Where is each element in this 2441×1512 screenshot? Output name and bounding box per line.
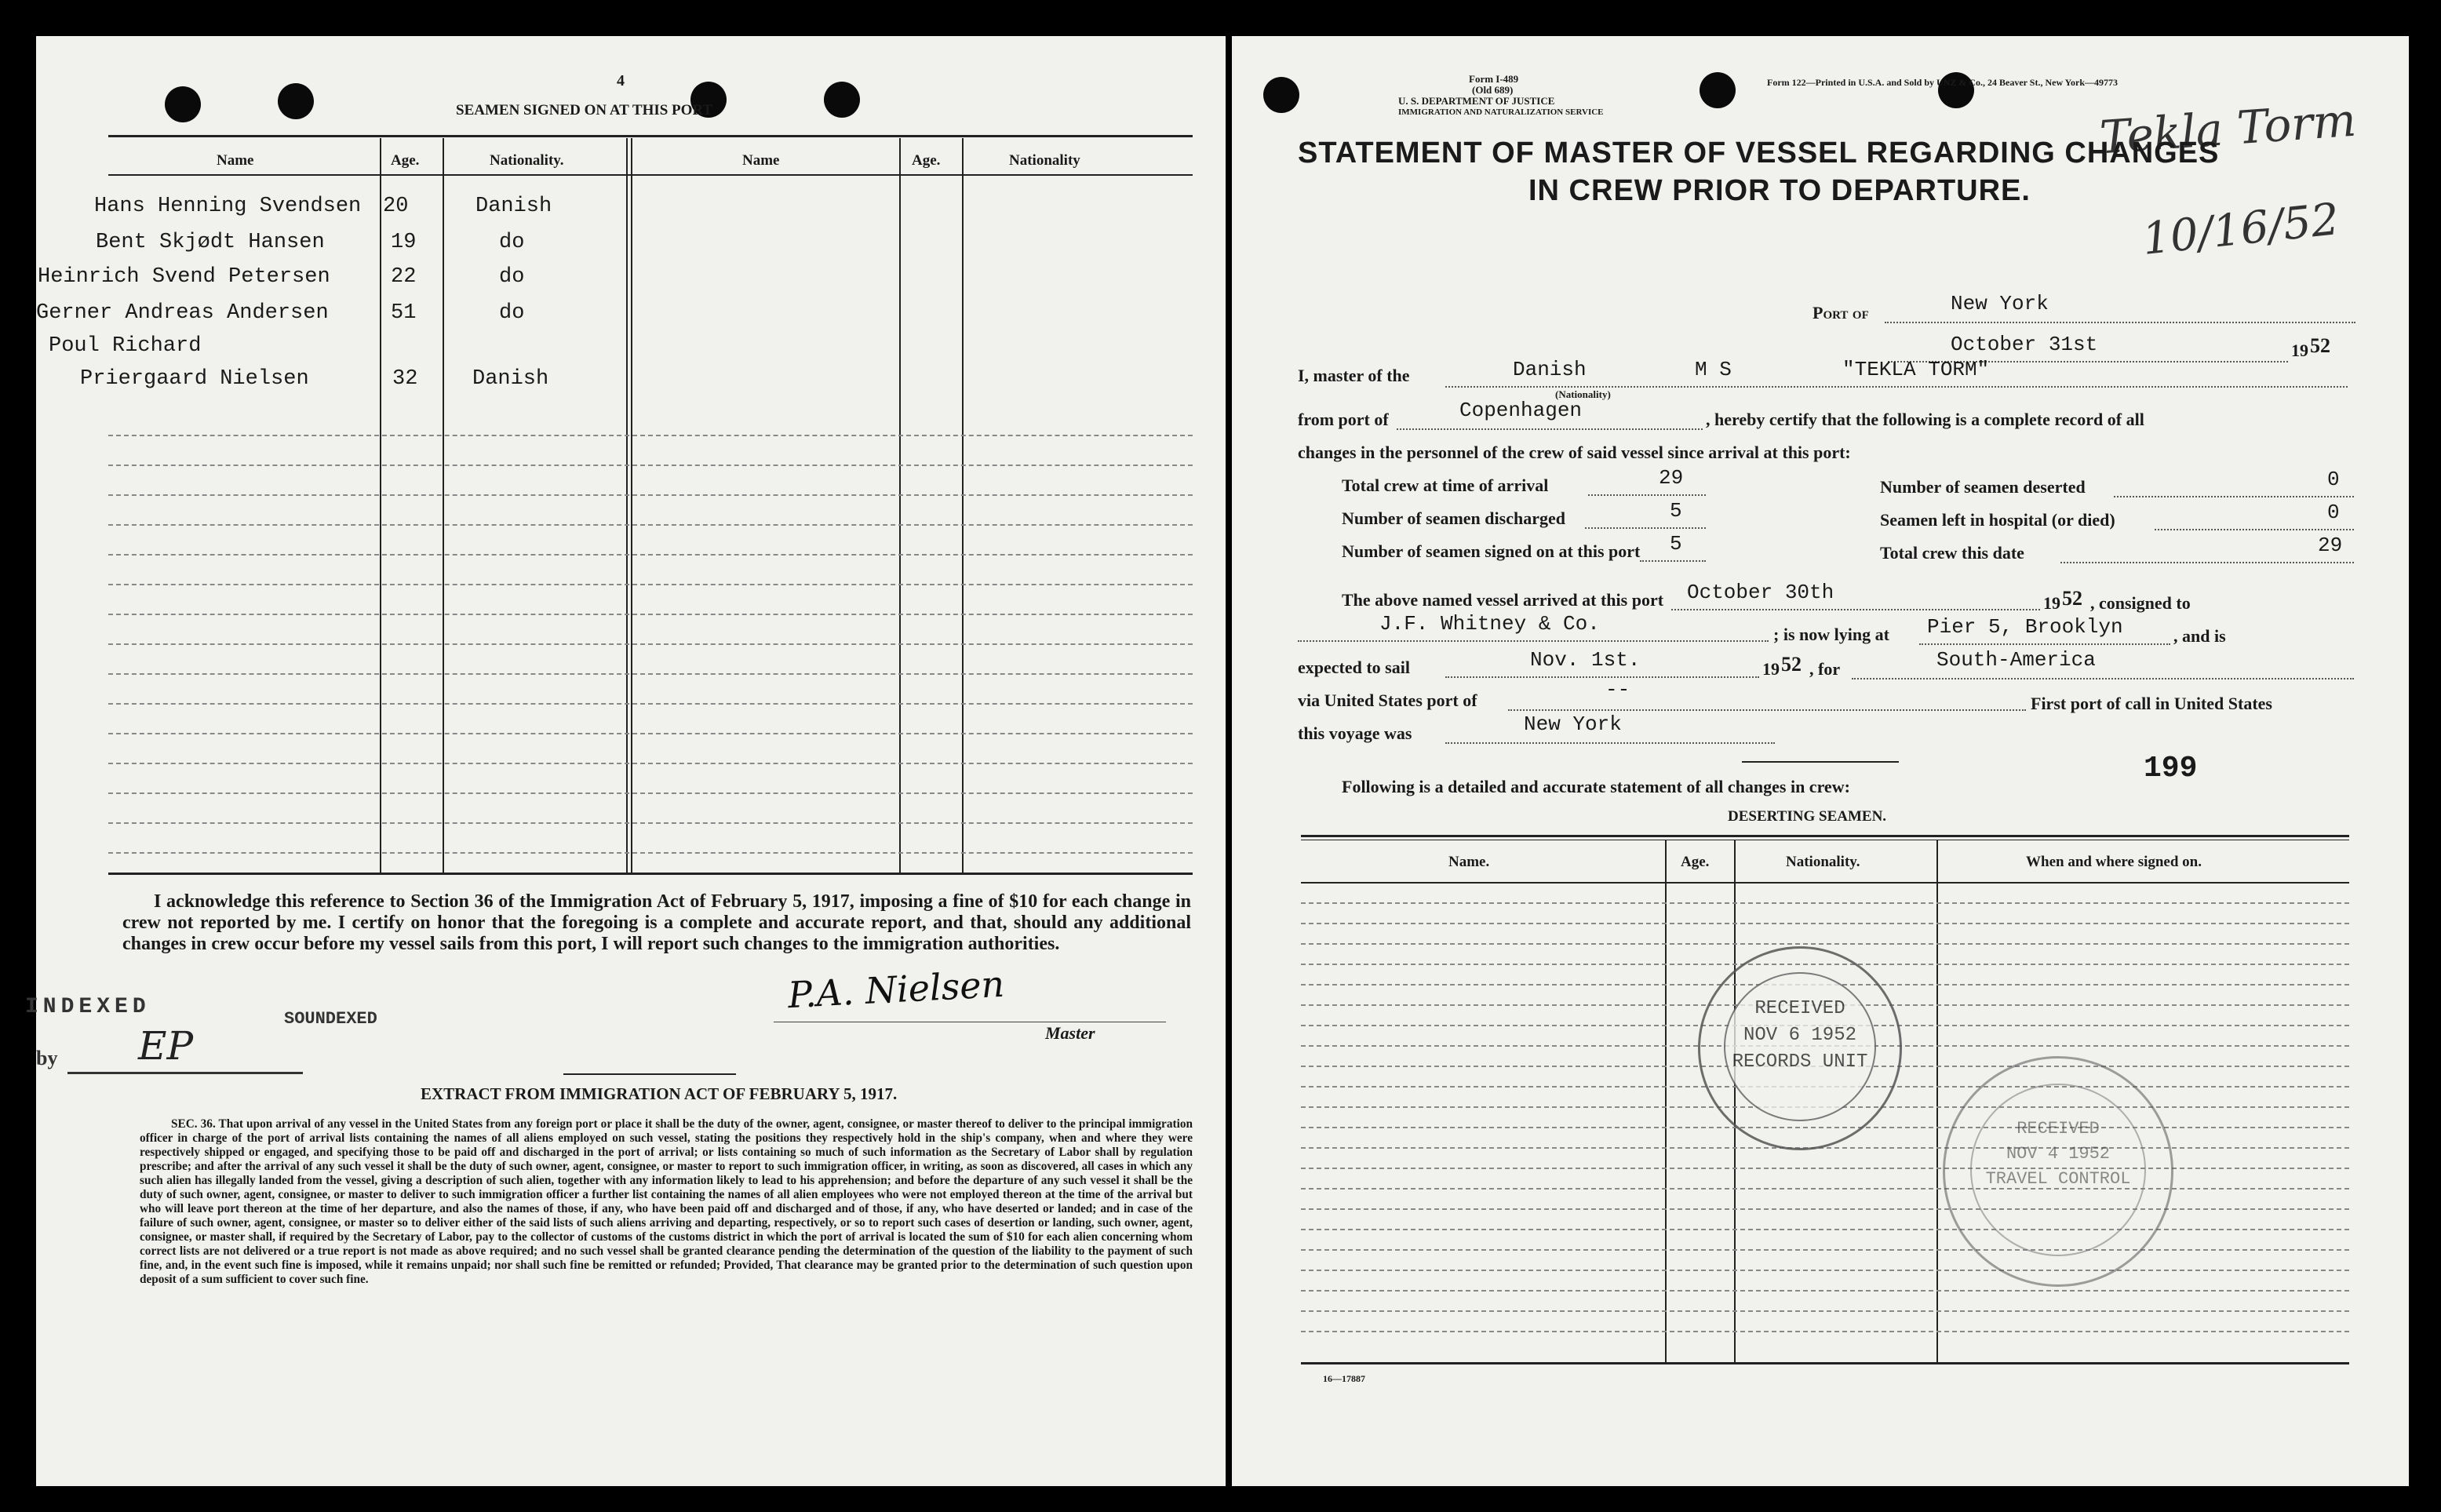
punch-hole [165, 86, 201, 122]
col-header-nationality: Nationality. [490, 152, 564, 169]
col-header-age-2: Age. [912, 152, 941, 169]
punch-hole [824, 82, 860, 118]
seaman-age: 32 [392, 367, 418, 391]
seaman-nationality: Danish [472, 367, 549, 391]
extract-title: EXTRACT FROM IMMIGRATION ACT OF FEBRUARY 5, 1917. [421, 1084, 898, 1103]
seaman-name: Heinrich Svend Petersen [38, 265, 330, 289]
year-prefix: 19 [2291, 341, 2308, 360]
lying-label: ; is now lying at [1773, 625, 1889, 644]
expected-year-prefix: 19 [1762, 659, 1780, 679]
expected-year-suffix: 52 [1781, 653, 1802, 676]
total-crew-date-label: Total crew this date [1880, 543, 2024, 563]
nationality-caption: (Nationality) [1555, 388, 1611, 400]
number-stamp: 199 [2144, 752, 2198, 785]
signed-on-value: 5 [1670, 532, 1682, 556]
discharged-value: 5 [1670, 499, 1682, 523]
indexed-stamp: INDEXED [25, 995, 151, 1019]
following-text: Following is a detailed and accurate statement of all changes in crew: [1342, 777, 1850, 796]
master-of-label: I, master of the [1298, 366, 1410, 385]
footer-code: 16—17887 [1323, 1373, 1365, 1384]
first-port-label: First port of call in United States [2031, 694, 2272, 713]
expected-label: expected to sail [1298, 658, 1410, 677]
date-value: October 31st [1951, 333, 2098, 356]
vessel-type: M S [1695, 358, 1732, 381]
acknowledgement-text: I acknowledge this reference to Section 36 of the Immigration Act of February 5, 1917, imposing a fine of $10 for each change in crew not reported by me. I certify on honor that the foregoing is a complete and accurate report, and that, should any additional changes in crew occur before my vessel sails from this port, I will report such changes to the immigration authorities. [122, 891, 1191, 954]
destination-value: South-America [1936, 648, 2096, 672]
master-label: Master [1045, 1023, 1095, 1043]
arrived-year-suffix: 52 [2062, 587, 2082, 610]
nationality-value: Danish [1513, 358, 1587, 381]
seaman-name: Poul Richard [49, 334, 202, 358]
seaman-nationality: do [499, 301, 525, 325]
deserting-col-nationality: Nationality. [1786, 854, 1860, 870]
total-crew-arrival-label: Total crew at time of arrival [1342, 475, 1549, 495]
initials-handwritten: EP [138, 1023, 194, 1069]
changes-text: changes in the personnel of the crew of said vessel since arrival at this port: [1298, 443, 1851, 462]
seaman-name: Priergaard Nielsen [80, 367, 309, 391]
via-label: via United States port of [1298, 690, 1477, 710]
and-is-label: , and is [2173, 626, 2226, 646]
seaman-age: 22 [391, 265, 417, 289]
for-label: , for [1809, 659, 1841, 679]
seaman-nationality: do [499, 231, 525, 254]
deserting-col-signed-on: When and where signed on. [2026, 854, 2202, 870]
voyage-value: New York [1524, 712, 1622, 736]
title-line-2: IN CREW PRIOR TO DEPARTURE. [1528, 174, 2031, 207]
hospital-value: 0 [2327, 501, 2340, 524]
seaman-nationality: do [499, 265, 525, 289]
col-header-name: Name [217, 152, 254, 169]
port-value: New York [1951, 292, 2049, 315]
seaman-name: Gerner Andreas Andersen [36, 301, 329, 325]
deserting-col-age: Age. [1681, 854, 1710, 870]
seaman-name: Bent Skjødt Hansen [96, 231, 325, 254]
records-unit-stamp: RECEIVED NOV 6 1952 RECORDS UNIT [1698, 946, 1902, 1150]
left-page [25, 36, 1226, 1486]
handwritten-vessel-name: Tekla Torm [2098, 93, 2359, 165]
deserting-col-name: Name. [1448, 854, 1490, 870]
port-label: Port of [1813, 303, 1869, 322]
voyage-label: this voyage was [1298, 723, 1412, 743]
consigned-label: , consigned to [2090, 593, 2191, 613]
by-label: by [36, 1047, 58, 1069]
lying-value: Pier 5, Brooklyn [1927, 615, 2123, 639]
form-number: Form I-489 (Old 689) U. S. DEPARTMENT OF JUSTICE IMMIGRATION AND NATURALIZATION SERVICE [1398, 73, 1604, 117]
arrived-year-prefix: 19 [2043, 593, 2060, 613]
deserted-label: Number of seamen deserted [1880, 477, 2086, 497]
arrived-label: The above named vessel arrived at this port [1342, 590, 1664, 610]
consignee-value: J.F. Whitney & Co. [1379, 612, 1600, 636]
printer-note: Form 122—Printed in U.S.A. and Sold by UNZ & Co., 24 Beaver St., New York—49773 [1767, 77, 2119, 88]
certify-text: , hereby certify that the following is a complete record of all [1706, 410, 2144, 429]
col-header-age: Age. [391, 152, 420, 169]
signed-on-label: Number of seamen signed on at this port [1342, 541, 1641, 561]
punch-hole [1700, 72, 1736, 108]
total-crew-date-value: 29 [2318, 534, 2343, 557]
year-suffix: 52 [2310, 334, 2330, 357]
expected-value: Nov. 1st. [1530, 648, 1641, 672]
punch-hole [278, 83, 314, 119]
section-title: SEAMEN SIGNED ON AT THIS PORT [456, 102, 713, 118]
seaman-nationality: Danish [475, 195, 552, 218]
seaman-age: 19 [391, 231, 417, 254]
col-header-name-2: Name [742, 152, 780, 169]
vessel-name: "TEKLA TORM" [1842, 358, 1990, 381]
seaman-age: 51 [391, 301, 417, 325]
page-number: 4 [617, 72, 625, 89]
travel-control-stamp: RECEIVED NOV 4 1952 TRAVEL CONTROL [1943, 1056, 2173, 1287]
extract-text: SEC. 36. That upon arrival of any vessel in the United States from any foreign port or place it shall be the duty of the owner, agent, consignee, or master thereof to deliver to the principal immigration officer in charge of the port of arrival lists containing the names of all aliens employed on such vessel, stating the positions they respectively hold in the ship's company, when and where they were respectively shipped or engaged, and specifying those to be paid off and discharged in the port of arrival; or lists containing so much of such information as the Secretary of Labor shall by regulation prescribe; and after the arrival of any such vessel it shall be the duty of such owner, agent, consignee, or master to report to such immigration officer, in writing, as soon as discovered, all cases in which any such alien has illegally landed from the vessel, giving a description of such alien, together with any information likely to lead to his apprehension; and before the departure of any such vessel it shall be the duty of such owner, agent, consignee, or master to deliver to such immigration officer a further list containing the names of all alien employees who were not employed thereon at the time of the arrival but who will leave port thereon at the time of her departure, and also the names of those, if any, who have been paid off and discharged and of those, if any, who have deserted or landed; and in case of the failure of such owner, agent, consignee, or master so to deliver either of the said lists of such aliens arriving and departing, respectively, or so to report such cases of desertion or landing, such owner, agent, consignee, or master shall, if required by the Secretary of Labor, pay to the collector of customs of the customs district in which the port of arrival is located the sum of $10 for each alien concerning whom correct lists are not delivered or a true report is not made as above required; and no such vessel shall be granted clearance pending the determination of the question of the liability to the payment of such fine, and, in the event such fine is imposed, while it remains unpaid; nor shall such fine be remitted or refunded; Provided, That clearance may be granted prior to the determination of such question upon deposit of a sum sufficient to cover such fine. [140, 1117, 1193, 1286]
punch-hole [1263, 77, 1299, 113]
from-port-value: Copenhagen [1459, 399, 1583, 422]
from-port-label: from port of [1298, 410, 1389, 429]
master-signature: P.A. Nielsen [786, 962, 1006, 1017]
title-line-1: STATEMENT OF MASTER OF VESSEL REGARDING CHANGES [1298, 137, 2220, 169]
seaman-name: Hans Henning Svendsen [94, 195, 362, 218]
right-page [1232, 36, 2409, 1486]
hospital-label: Seamen left in hospital (or died) [1880, 510, 2115, 530]
via-value: -- [1605, 678, 1630, 701]
deserted-value: 0 [2327, 468, 2340, 491]
discharged-label: Number of seamen discharged [1342, 508, 1565, 528]
arrived-value: October 30th [1687, 581, 1834, 604]
col-header-nationality-2: Nationality [1009, 152, 1080, 169]
total-crew-arrival-value: 29 [1659, 466, 1684, 490]
seaman-age: 20 [383, 195, 409, 218]
soundexed-stamp: SOUNDEXED [284, 1009, 377, 1029]
handwritten-date: 10/16/52 [2140, 194, 2342, 265]
deserting-title: DESERTING SEAMEN. [1728, 808, 1887, 825]
